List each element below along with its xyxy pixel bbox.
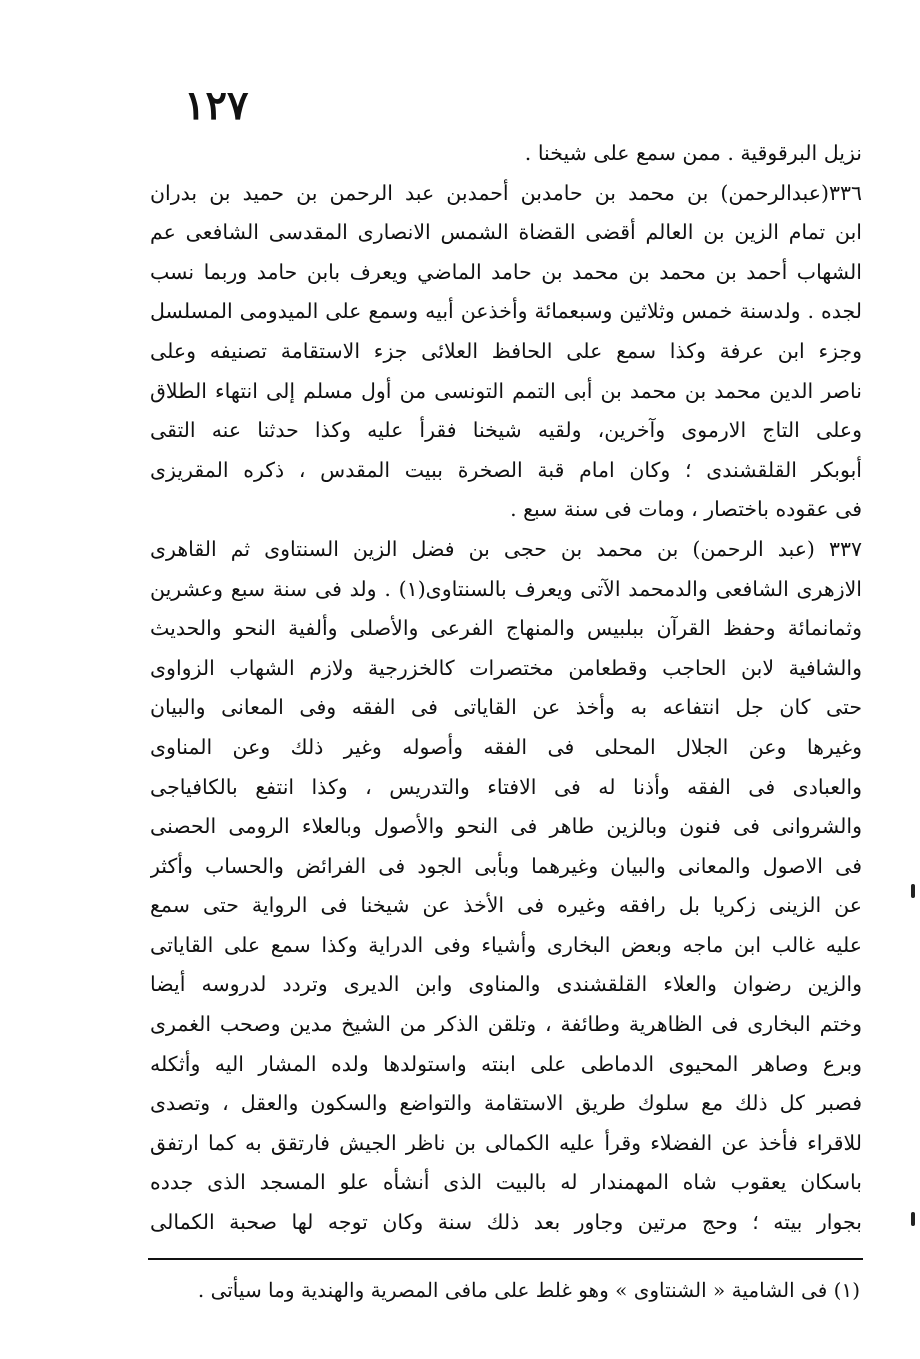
text-line: باسكان يعقوب شاه المهمندار له بالبيت الذى أنشأه علو المسجد الذى جدده [150,1170,862,1195]
text-line: حتى كان جل انتفاعه به وأخذ عن القاياتى فى الفقه وفى المعانى والبيان [150,695,862,720]
text-line: وبرع وصاهر المحيوى الدماطى على ابنته واستولدها ولده المشار اليه وأثكله [150,1051,862,1076]
scan-edge-mark [911,1212,915,1226]
text-line: الشهاب أحمد بن محمد بن محمد بن حامد الماضي ويعرف بابن حامد وربما نسب [150,259,862,284]
text-line: فى الاصول والمعانى والبيان وغيرهما وبأبى الجود فى الفرائض والحساب وأكثر [150,853,862,878]
text-line: فصبر كل ذلك مع سلوك طريق الاستقامة والتواضع والسكون والعقل ، وتصدى [150,1091,862,1116]
text-line: وختم البخارى فى الظاهرية وطائفة ، وتلقن الذكر من الشيخ مدين وصحب الغمرى [150,1012,862,1037]
text-line: نزيل البرقوقية . ممن سمع على شيخنا . [524,141,862,165]
scan-edge-mark [911,884,915,898]
text-line: وعلى التاج الارموى وآخرين، ولقيه شيخنا فقرأ عليه وكذا حدثنا عنه التقى [150,418,862,443]
text-line: لجده . ولدسنة خمس وثلاثين وسبعمائة وأخذعن أبيه وسمع على الميدومى المسلسل [150,299,862,324]
footnote: (١) فى الشامية « الشنتاوى » وهو غلط على مافى المصرية والهندية وما سيأتى . [197,1278,860,1302]
text-line: ٣٣٧ (عبد الرحمن) بن محمد بن حجى بن فضل الزين السنتاوى ثم القاهرى [150,536,862,561]
text-line: وجزء ابن عرفة وكذا سمع على الحافظ العلائى جزء الاستقامة تصنيفه وعلى [150,338,862,363]
text-line: عن الزينى زكريا بل رافقه وغيره فى الأخذ عن شيخنا فى الرواية حتى سمع [150,893,862,918]
text-line: وغيرها وعن الجلال المحلى فى الفقه وأصوله وغير ذلك وعن المناوى [150,734,862,759]
text-line: ٣٣٦(عبدالرحمن) بن محمد بن حامدبن أحمدبن عبد الرحمن بن حميد بن بدران [150,180,862,205]
text-line: بجوار بيته ؛ وحج مرتين وجاور بعد ذلك سنة وكان توجه لها صحبة الكمالى [150,1210,862,1235]
text-line: وثمانمائة وحفظ القرآن ببلبيس والمنهاج الفرعى والأصلى وألفية النحو والحديث [150,616,862,641]
text-line: عليه غالب ابن ماجه وبعض البخارى وأشياء وفى الدراية وكذا سمع على القاياتى [150,932,862,957]
text-line: والعبادى فى الفقه وأذنا له فى الافتاء والتدريس ، وكذا انتفع بالكافياجى [150,774,862,799]
text-line: والزين رضوان والعلاء القلقشندى والمناوى وابن الديرى وتردد لدروسه أيضا [150,972,862,997]
text-line: للاقراء فأخذ عن الفضلاء وقرأ عليه الكمالى بن ناظر الجيش فارتقق به كما ارتفق [150,1130,862,1155]
text-line: والشروانى فى فنون وبالزين طاهر فى النحو والأصول وبالعلاء الرومى الحصنى [150,814,862,839]
text-line: ابن تمام الزين بن العالم أقضى القضاة الشمس الانصارى المقدسى الشافعى عم [150,220,862,245]
text-line: والشافية لابن الحاجب وقطعامن مختصرات كالخزرجية ولازم الشهاب الزواوى [150,655,862,680]
text-line: فى عقوده باختصار ، ومات فى سنة سبع . [510,497,862,522]
text-line: أبوبكر القلقشندى ؛ وكان امام قبة الصخرة ببيت المقدس ، ذكره المقريزى [150,457,862,482]
text-line: الازهرى الشافعى والدمحمد الآتى ويعرف بالسنتاوى(١) . ولد فى سنة سبع وعشرين [150,576,862,601]
footnote-divider [148,1258,863,1260]
main-text [150,134,862,1243]
text-line: ناصر الدين محمد بن محمد بن أبى التمم التونسى من أول مسلم إلى انتهاء الطلاق [150,378,862,403]
page-number: ١٢٧ [184,82,249,129]
